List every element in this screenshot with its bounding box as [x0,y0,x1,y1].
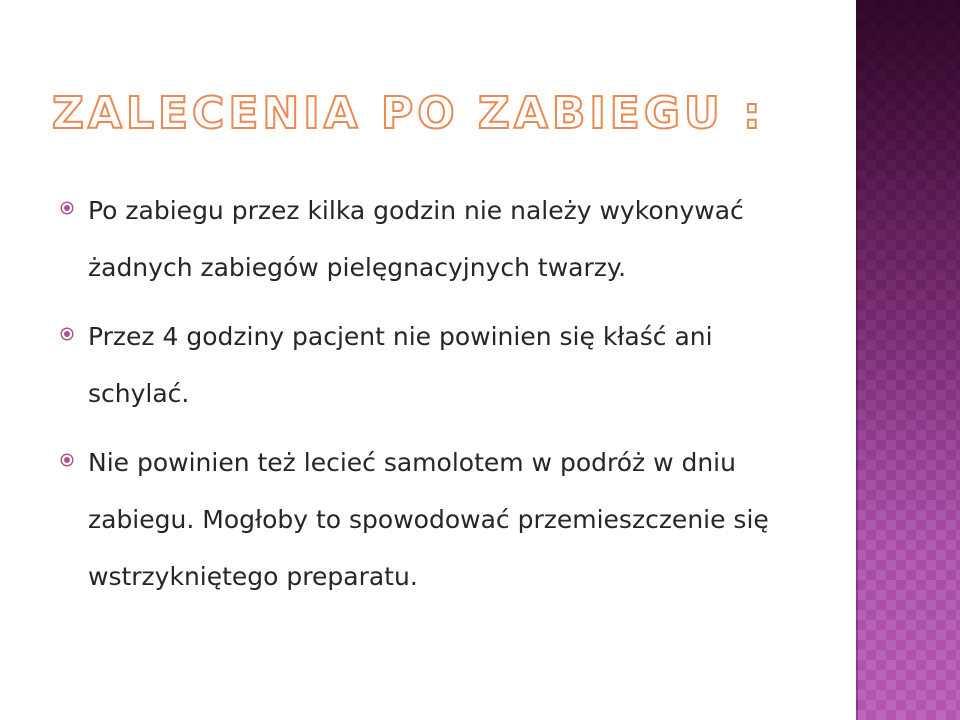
bullet-item [60,434,780,605]
target-bullet-icon [60,434,88,486]
side-panel-divider [856,0,858,720]
bullet-text: Przez 4 godziny pacjent nie powinien się kłaść ani schylać. [88,322,713,408]
slide-title: ZALECENIA PO ZABIEGU : [52,88,765,139]
bullet-text: Po zabiegu przez kilka godzin nie należy wykonywać żadnych zabiegów pielęgnacyjnych twarzy. [88,196,744,282]
target-bullet-icon [60,308,88,360]
bullet-list [60,182,780,617]
bullet-item [60,308,780,422]
bullet-item [60,182,780,296]
target-bullet-icon [60,182,88,234]
bullet-text: Nie powinien też lecieć samolotem w podróż w dniu zabiegu. Mogłoby to spowodować przemieszczenie się wstrzykniętego preparatu. [88,448,769,591]
decorative-side-panel [856,0,960,720]
